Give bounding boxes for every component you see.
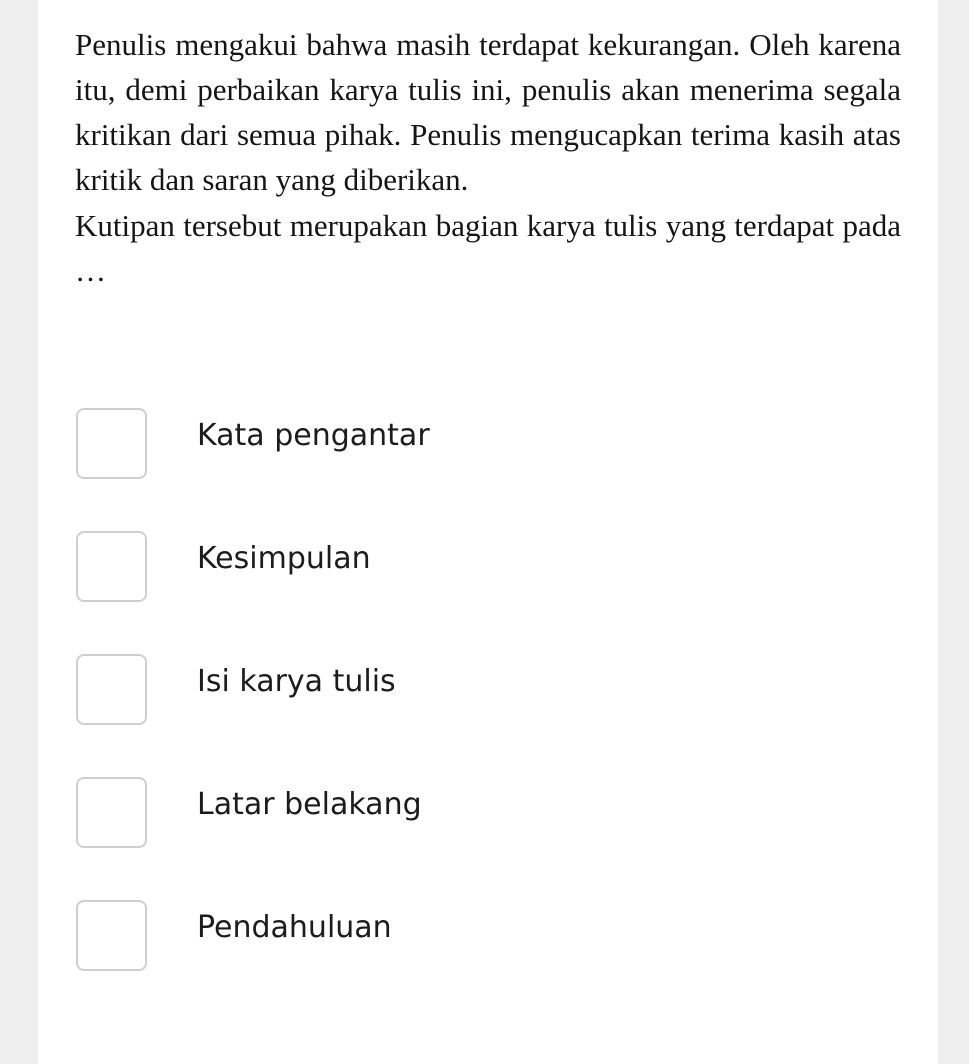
option-checkbox[interactable] [76, 408, 147, 479]
question-passage: Penulis mengakui bahwa masih terdapat kekurangan. Oleh karena itu, demi perbaikan karya tulis ini, penulis akan menerima segala kritikan dari semua pihak. Penulis mengucapkan terima kasih atas kritik dan saran yang diberikan. [75, 27, 901, 197]
option-pendahuluan[interactable] [75, 900, 901, 975]
option-label: Kata pengantar [197, 418, 430, 453]
option-isi-karya-tulis[interactable] [75, 654, 901, 729]
option-checkbox[interactable] [76, 654, 147, 725]
option-kesimpulan[interactable] [75, 531, 901, 606]
option-checkbox[interactable] [76, 900, 147, 971]
option-label: Kesimpulan [197, 541, 371, 576]
question-card [38, 0, 938, 1064]
option-latar-belakang[interactable] [75, 777, 901, 852]
answer-options [75, 408, 901, 1023]
option-label: Latar belakang [197, 787, 422, 822]
option-checkbox[interactable] [76, 531, 147, 602]
option-kata-pengantar[interactable] [75, 408, 901, 483]
option-label: Isi karya tulis [197, 664, 396, 699]
option-label: Pendahuluan [197, 910, 392, 945]
option-checkbox[interactable] [76, 777, 147, 848]
question-text [75, 22, 901, 293]
question-prompt: Kutipan tersebut merupakan bagian karya tulis yang terdapat pada … [75, 208, 901, 288]
